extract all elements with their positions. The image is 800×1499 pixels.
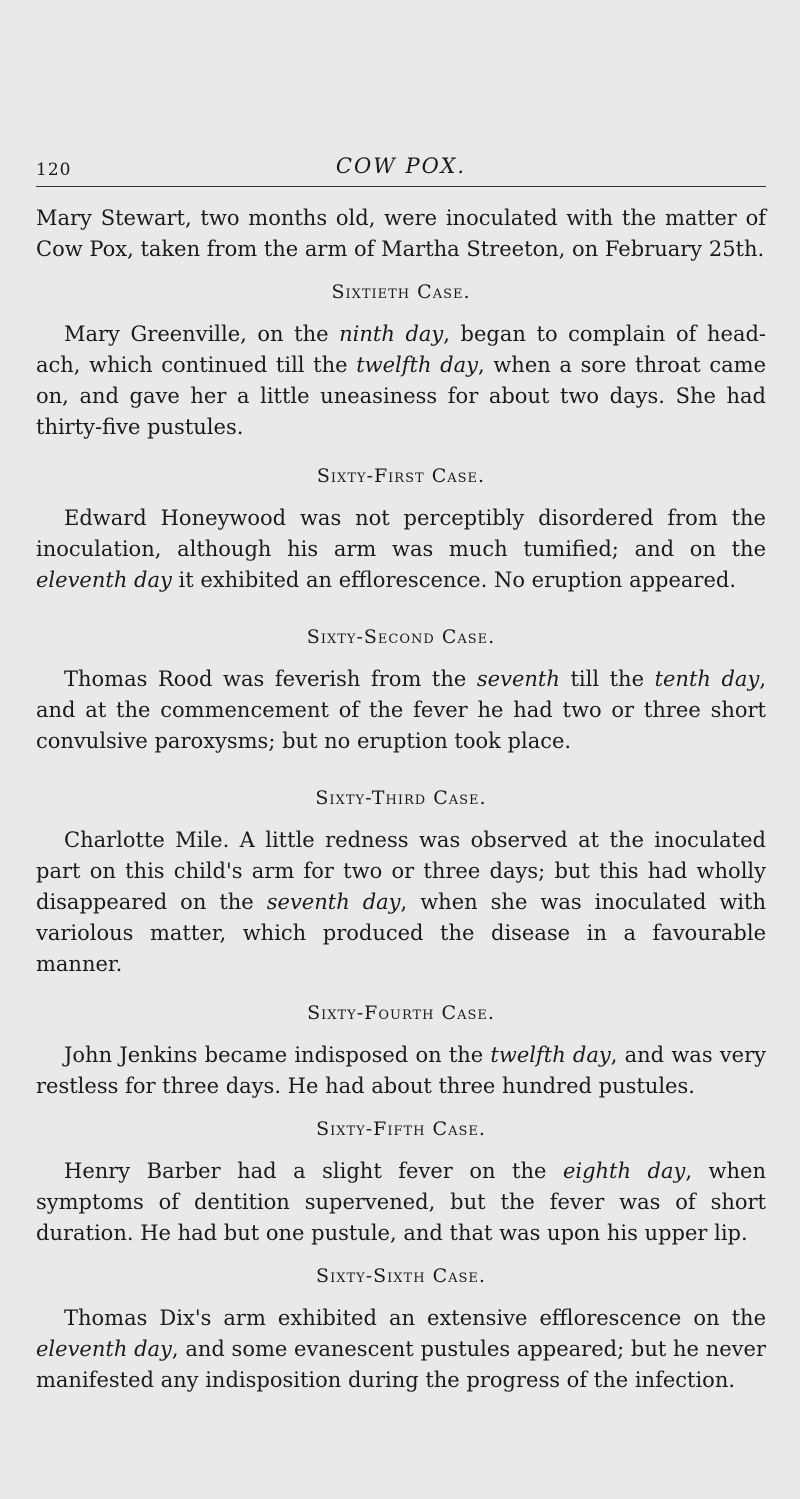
case-heading: Sixty-Sixth Case. (316, 1265, 486, 1287)
italic-phrase: tenth day (654, 667, 760, 691)
italic-phrase: twelfth day (490, 1043, 611, 1067)
text-run: , when symptoms of dentition supervened, but the fever was of short duration. He had but one pustule, and that was upon his upper lip. (36, 1159, 767, 1245)
case-paragraph (36, 664, 766, 757)
text-run: , began to complain of head-ach, which continued till the (36, 322, 767, 377)
text-run: Charlotte Mile. A little redness was observed at the inoculated part on this child's arm for two or three days; but this had wholly disappeared on the (36, 828, 766, 914)
text-run: Thomas Rood was feverish from the (64, 667, 477, 691)
case-heading: Sixty-Second Case. (306, 626, 496, 648)
intro-paragraph: Mary Stewart, two months old, were inoculated with the matter of Cow Pox, taken from the arm of Martha Streeton, on February 25th. (36, 206, 766, 261)
case-heading: Sixty-Third Case. (315, 787, 487, 809)
text-run: till the (559, 667, 655, 691)
italic-phrase: eighth day (562, 1159, 686, 1183)
text-run: , when a sore throat came on, and gave her a little uneasiness for about two days. She had thirty-five pustules. (36, 353, 767, 439)
case-heading: Sixty-Fourth Case. (307, 1002, 495, 1024)
text-run: Thomas Dix's arm exhibited an extensive efflorescence on the (64, 1306, 766, 1330)
text-run: Edward Honeywood was not perceptibly disordered from the inoculation, although his arm was much tumified; and on the (36, 506, 766, 561)
case-paragraph (36, 1156, 766, 1249)
text-run: , when she was inoculated with variolous matter, which produced the disease in a favourable manner. (36, 890, 766, 976)
case-paragraph (36, 825, 766, 980)
italic-phrase: ninth day (339, 322, 444, 346)
running-head: COW POX. (335, 154, 467, 178)
italic-phrase: twelfth day (356, 353, 478, 377)
header-rule (36, 186, 766, 187)
case-paragraph (36, 1040, 766, 1102)
italic-phrase: eleventh day (36, 568, 172, 592)
text-run: , and was very restless for three days. He had about three hundred pustules. (36, 1043, 766, 1098)
text-run: Mary Greenville, on the (64, 322, 340, 346)
case-paragraph (36, 319, 766, 443)
case-heading: Sixty-Fifth Case. (316, 1118, 486, 1140)
case-heading: Sixty-First Case. (316, 465, 486, 487)
case-heading: Sixtieth Case. (331, 281, 471, 303)
page-header (36, 150, 766, 190)
page-number: 120 (36, 160, 72, 180)
text-run: John Jenkins became indisposed on the (64, 1043, 491, 1067)
page-body (36, 203, 766, 1396)
text-run: , and at the commencement of the fever he had two or three short convulsive paroxysms; but no eruption took place. (36, 667, 766, 753)
case-paragraph (36, 1303, 766, 1396)
text-run: , and some evanescent pustules appeared; but he never manifested any indisposition during the progress of the infection. (36, 1337, 766, 1392)
italic-phrase: seventh (476, 667, 560, 691)
italic-phrase: seventh day (266, 890, 401, 914)
italic-phrase: eleventh day (36, 1337, 172, 1361)
text-run: it exhibited an efflorescence. No eruption appeared. (171, 568, 737, 592)
text-run: Henry Barber had a slight fever on the (64, 1159, 563, 1183)
case-paragraph (36, 503, 766, 596)
